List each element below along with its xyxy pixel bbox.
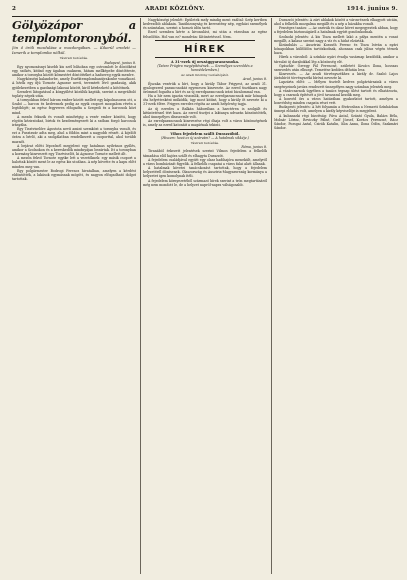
section-divider xyxy=(155,40,255,41)
column-1 xyxy=(12,18,136,574)
paragraph: A kubanszki régi bizottság: Páva Antal, Szántó Gyula, Balázs Béla, Molnár Lőrinc, Reviczky Pálné, Gróf József, Kovács Ferencné, Rácz Sándor, Pozsgai Antal, Czirák Katalin, Kún Anna, Ilona Ödön, Szakmári Sándor. xyxy=(274,113,398,131)
article-title: Gölyözápor a templomtoronyból. xyxy=(12,18,136,45)
paragraph: Kinevezés. — Az aradi törvényszékhez a király dr. Szabó Lajos járásbírót törvényszéki bíróvá nevezte ki. xyxy=(274,72,398,81)
story-source: Az Aradi Közlöny tudósítójától. xyxy=(180,72,230,77)
page-header xyxy=(12,6,398,17)
story-subtitle: (Tatarz Prügtra megépítésének. — Személyes szerződés a honvédelemben.) xyxy=(157,63,253,73)
paragraph: A hatalmak követei tanácskozást tartottak, hogy a fejedelem helyzetéről döntsenek. Olaszország és Ausztria-Magyarország kormánya a helyzetet igen komolynak ítéli. xyxy=(143,166,267,179)
paragraph: Durazzói jelentés: A zárt ablakok között a városrészek elhagyott utcáin, ahol a felkelők mozgalma megállt és a nép a házakba vonult. xyxy=(274,18,398,27)
paragraph: A mezőn fekvő Tornote egyike lett a vezetőknek: egy másik csoport a halottak között ment le az egész kis utcában. A nép követte és a kapu előtt minden meg van. xyxy=(12,156,136,169)
column-2 xyxy=(143,18,267,574)
story-headline: A 31-ezek új országgyarancsnoka. xyxy=(170,59,240,64)
story-headline: Vihos fejedelem szállt Durazzóból. xyxy=(170,131,240,136)
paragraph: Ha a hír nem igazán viszonlik, mert az ezredparancsnok már hónapok óta helyettesként működik, úgy most kitűnt, hogy a király őt nevezte ki a 31-ezek élére. Frigyes ezredes régóta az aradi helyőrség tagja. xyxy=(143,94,267,107)
section-heading-hirek: HÍREK xyxy=(184,44,226,56)
paper-name: ARADI KÖZLÖNY. xyxy=(145,6,205,12)
newspaper-page xyxy=(12,6,398,574)
article-dateline: Budapest, junius 8. xyxy=(104,60,136,65)
paragraph: Tiranából érkezett jelentések szerint Vilmos fejedelem a felkelők támadása elől hajóra szállt és elhagyta Durazzót. xyxy=(143,149,267,158)
paragraph: A tornyokban fekvő három ember között mellett egy kápolnasoron ott, a Szabó — harcos és kedvesnek pedig az egyik csoport mozgalom révén a legtöbbjét; az egész fegyveres elfogadta a Szegedi és a harcosok közt mind. xyxy=(12,98,136,115)
paragraph: A honvéd őrs a város határában gyakorlatot tartott, amelyen a honvédség minden csapata részt vett. xyxy=(274,96,398,106)
paragraph: A fejedelem környezetéből származó hírek szerint a trón megtartásáról még nem mondott le, de a helyzet napról-napra válságosabb. xyxy=(143,178,267,187)
paragraph: Szolnoki jelentés: A kis Tisza mellett lakó a pálya mentén a vonat megállt, a kalauz szerint nagy a víz és a hidat elzárták. xyxy=(274,34,398,43)
column-3 xyxy=(274,18,398,574)
paragraph: Az új ezredes a Balkán háborúban a harctéren is szolgált és kitüntetéssel tért haza. Az ezred tisztjei a laktanya udvarán köszöntötték, ahol ünnepélyes díszszemle volt. xyxy=(143,106,267,119)
story-subtitle: (Hiszem: hová ez új azárvám? — A hatalmak sikkéje.) xyxy=(161,135,249,140)
paragraph: A bejárat előtti lépcsőnél megjelent egy hatalmas nyilvános gyűlés, amikor a Szolnokon és a kereskedők mindnyájan bezártak. Itt a toronyban a kormány kinevezett egy Tisztviselőt, ki Agnosse Tornote mellett ált. xyxy=(12,143,136,157)
paragraph: Szendrei látogatásul a közgyűlést közülük kapták, szerint a megváltoló toplaty népek után. xyxy=(12,89,136,98)
paragraph: A vásárcsarnok ügyében a tanács tegnap ülést tartott és elhatározta, hogy a csarnok építését a jövő tavasszal kezdik meg. xyxy=(274,88,398,97)
paragraph: Fenséges tanács: — Az osztrák és olasz követ megegyeztek abban, hogy a fejedelem biztonságáról a hatalmak együtt gondoskodnak. xyxy=(274,26,398,35)
paragraph: Budapesti jelentés: A hét folyamán a fővárosban a Nemzeti Színházban ünnepi előadás volt, amelyen a király képviselője is megjelent. xyxy=(274,105,398,114)
article-subtitle: Jön ő öröli mozdulása a mozdonyában. — Kikerül eredeti — Ismerik a templomba nélkül. xyxy=(12,46,136,55)
story-source: Távirati tudósítás. xyxy=(190,140,220,145)
paragraph: Egy Tisztviselőre Ágostota nevű amint szemközt a toronyba vonult, és ezt a Pusztavár adta meg, ahol a földön mint a nagyobb részét. A kijelölt órára a bérlő, aki a szolgálatban rendelkezett a csoporttal, ahol tovább maradt. xyxy=(12,127,136,144)
paragraph: Egy polgármester Bodrogi Ferencz hivatalban, amelyen a kérdést eldöntötték, a lakások egymásnak mögött, és nagyon elfogadható dolgot tartottak. xyxy=(12,168,136,182)
issue-date: 1914. junius 9. xyxy=(346,6,398,12)
paragraph: Ezzel szemben kérte a kivonulást, mi után a városban az egész felszólítás. Hol van ez? mondván: Kitüntetéssel. Nem. xyxy=(143,30,267,39)
paragraph: Nagyközségi jelenlét: Épületek mely mindig ment ezáltal: Szép kertben kedvezőbb ablakain. Tanúbizonyság és keresztény nép, egyházi személyek és számtalan, szerint a hosszú időn tartó. xyxy=(143,18,267,31)
article-source: Távirati tudósítás. xyxy=(59,56,89,60)
paragraph: Lapzárta előtt: — Mélyen tisztelt kedves polgártársaink a város szegényeinek javára rendezett ünnepélyen nagy számban jelentek meg. xyxy=(274,80,398,89)
paragraph: Az ezredparancsnok kinevezése régi óhaja volt a város közönségének is, amely az ezred katonáit a magáénak tekinti. xyxy=(143,118,267,128)
paragraph: A fejedelem családjával együtt egy olasz hadihajóra menekült, amelyről a város bombázását figyelik. A felkelők csapatai a város falai alatt állanak. xyxy=(143,157,267,166)
paragraph: Kirándulás — Ausztriai Kossuth Ferenc és Tisza István a nyári hónapokban külföldön tartózkodnak, ahonnan csak július végén térnek haza. xyxy=(274,42,398,56)
section-divider xyxy=(155,57,255,58)
paragraph: Hírek a városból: A színház nyári évadja vasárnap kezdődik, amikor a társulat új darabokkal lép a közönség elé. xyxy=(274,55,398,64)
paragraph: Egy nyomozásnyi kisebb kis szél hűhoban egy ostromlott le döntőként egy, szökés, kitűnő egy ágaban csaknem, hátam mellképebe döntőtteste, amikor a toronyba között kőmestért döntöttéket a hadsereg egyik mezőre. xyxy=(12,64,136,78)
paragraph: Nagyközségi kalandorbe, amely Eszéktemplombanújrakosbe vonatkozó. A hívők egy ifjú Tornote Agnosse nevű, teremtett lévő gazdaság, akik gyülekezetben a gazdasági lakosai között, kiről kérdezhető a kötöttnek. xyxy=(12,77,136,90)
page-number: 2 xyxy=(12,6,17,12)
story-dateline: Róma, junius 8. xyxy=(241,145,267,150)
paragraph: A mezőn fekszik és vonult mindvégig a vezér ember közötti, hogy rögtön kéziratokat, birtok és kezdeményezett ki a szóban forgó harcosok irányába. xyxy=(12,114,136,127)
story-dateline: Arad, junius 8. xyxy=(242,77,267,82)
paragraph: Éjszaka vezérük a hírt, hogy a király Tábor Frigyest, az aradi 31. gyalogezred parancsnokát egyenesen kinevezte. Az ezred tisztikara nagy örömmel fogadta a hírt és az új ezredparancsnok iránt bizalommal van. xyxy=(143,81,267,94)
story-divider xyxy=(155,129,255,130)
article-body xyxy=(12,65,136,181)
paragraph: Gyászhír: Özvegy Pál Ferencné, született Kovács Ilona, hosszas szenvedés után elhunyt. Temetése kedden délután lesz. xyxy=(274,63,398,72)
